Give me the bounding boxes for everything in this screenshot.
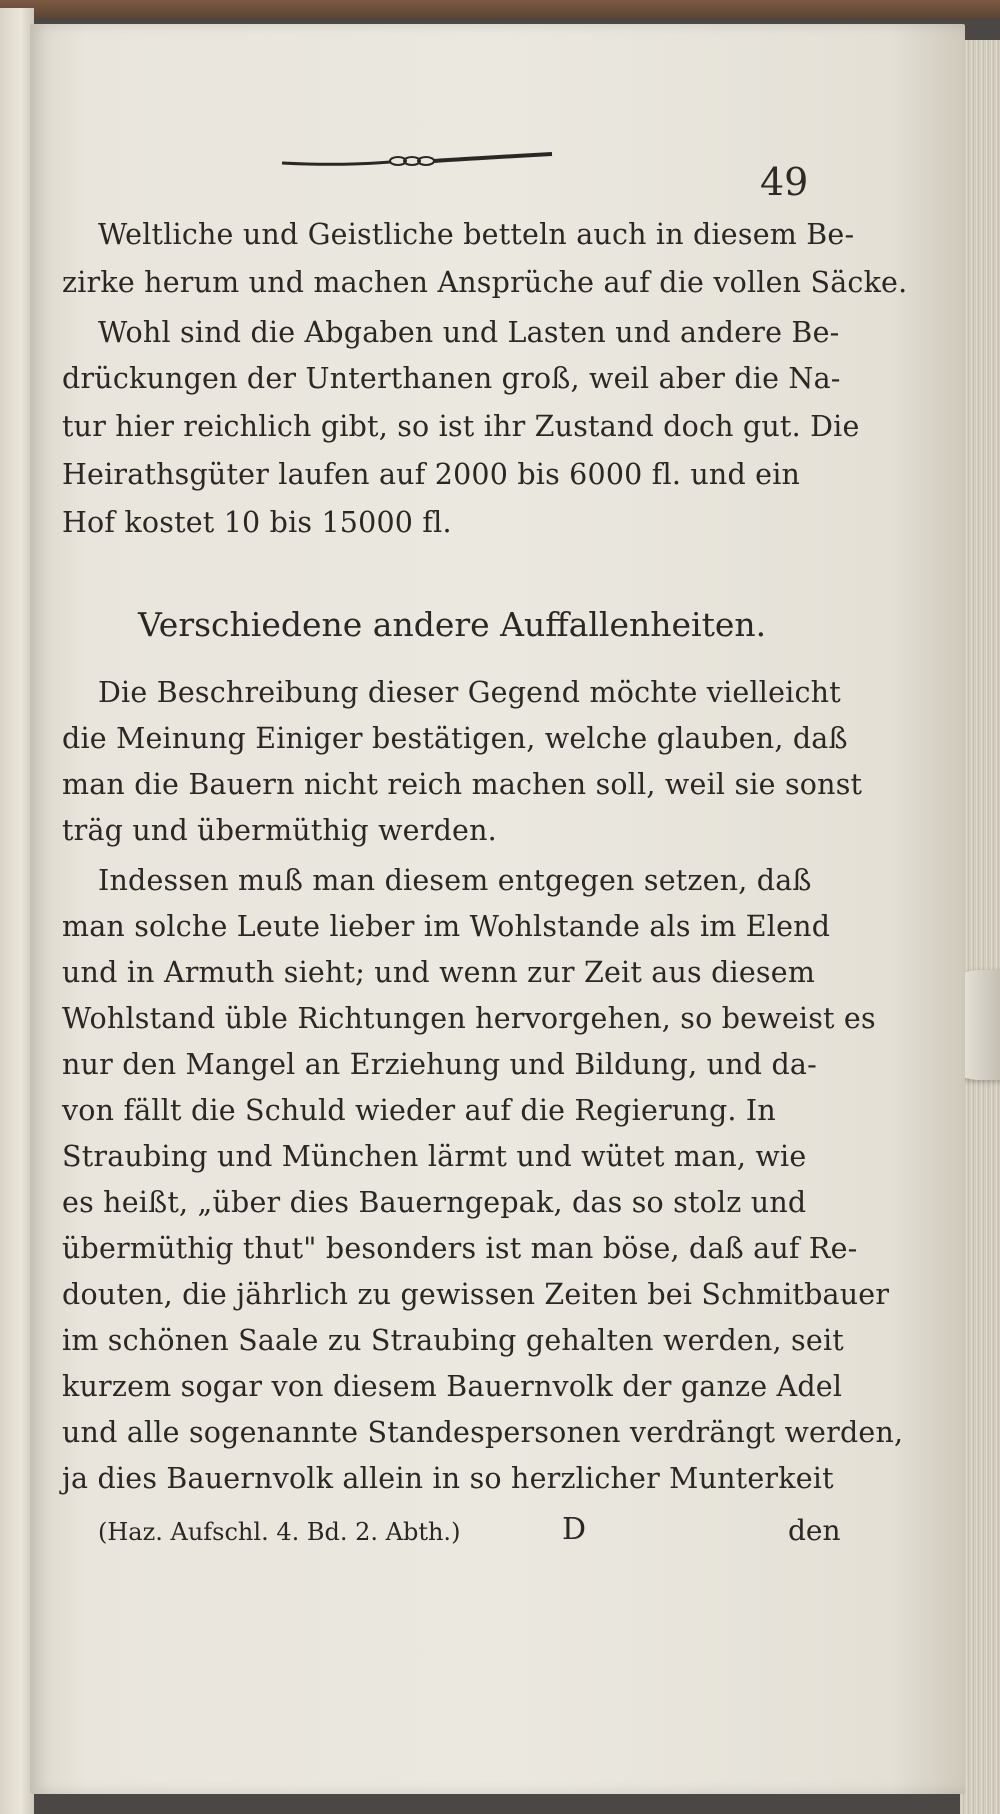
page-number: 49	[760, 160, 809, 204]
text-line: Die Beschreibung dieser Gegend möchte vielleicht	[98, 676, 841, 709]
section-heading: Verschiedene andere Auffallenheiten.	[138, 605, 767, 644]
header-ornament-icon	[280, 150, 555, 176]
text-line: douten, die jährlich zu gewissen Zeiten bei Schmitbauer	[62, 1278, 890, 1311]
text-line: die Meinung Einiger bestätigen, welche glauben, daß	[62, 722, 848, 755]
text-line: Heirathsgüter laufen auf 2000 bis 6000 fl. und ein	[62, 458, 801, 491]
text-line: Wohlstand üble Richtungen hervorgehen, so beweist es	[62, 1002, 876, 1035]
text-line: träg und übermüthig werden.	[62, 814, 497, 847]
text-line: zirke herum und machen Ansprüche auf die vollen Säcke.	[62, 266, 908, 299]
text-line: es heißt, „über dies Bauerngepak, das so stolz und	[62, 1186, 807, 1219]
text-line: übermüthig thut" besonders ist man böse, daß auf Re-	[62, 1232, 858, 1265]
text-line: Indessen muß man diesem entgegen setzen, daß	[98, 864, 812, 897]
text-line: und alle sogenannte Standespersonen verdrängt werden,	[62, 1416, 904, 1449]
text-line: Straubing und München lärmt und wütet man, wie	[62, 1140, 807, 1173]
text-line: man die Bauern nicht reich machen soll, weil sie sonst	[62, 768, 863, 801]
text-line: Wohl sind die Abgaben und Lasten und andere Be-	[98, 316, 840, 349]
catchword: den	[788, 1514, 841, 1547]
page-stack-edge	[960, 40, 1000, 1814]
text-line: von fällt die Schuld wieder auf die Regierung. In	[62, 1094, 776, 1127]
text-line: man solche Leute lieber im Wohlstande als im Elend	[62, 910, 831, 943]
book-cover-edge	[0, 0, 1000, 18]
text-line: Weltliche und Geistliche betteln auch in diesem Be-	[98, 218, 855, 251]
text-line: drückungen der Unterthanen groß, weil aber die Na-	[62, 362, 841, 395]
text-line: und in Armuth sieht; und wenn zur Zeit aus diesem	[62, 956, 816, 989]
signature-mark: (Haz. Aufschl. 4. Bd. 2. Abth.)	[98, 1518, 461, 1546]
text-line: Hof kostet 10 bis 15000 fl.	[62, 506, 452, 539]
text-line: im schönen Saale zu Straubing gehalten werden, seit	[62, 1324, 844, 1357]
text-line: kurzem sogar von diesem Bauernvolk der ganze Adel	[62, 1370, 843, 1403]
text-line: nur den Mangel an Erziehung und Bildung, und da-	[62, 1048, 817, 1081]
text-line: tur hier reichlich gibt, so ist ihr Zustand doch gut. Die	[62, 410, 860, 443]
sheet-mark: D	[562, 1512, 587, 1547]
text-line: ja dies Bauernvolk allein in so herzlicher Munterkeit	[62, 1462, 834, 1495]
facing-page-edge	[0, 8, 34, 1814]
